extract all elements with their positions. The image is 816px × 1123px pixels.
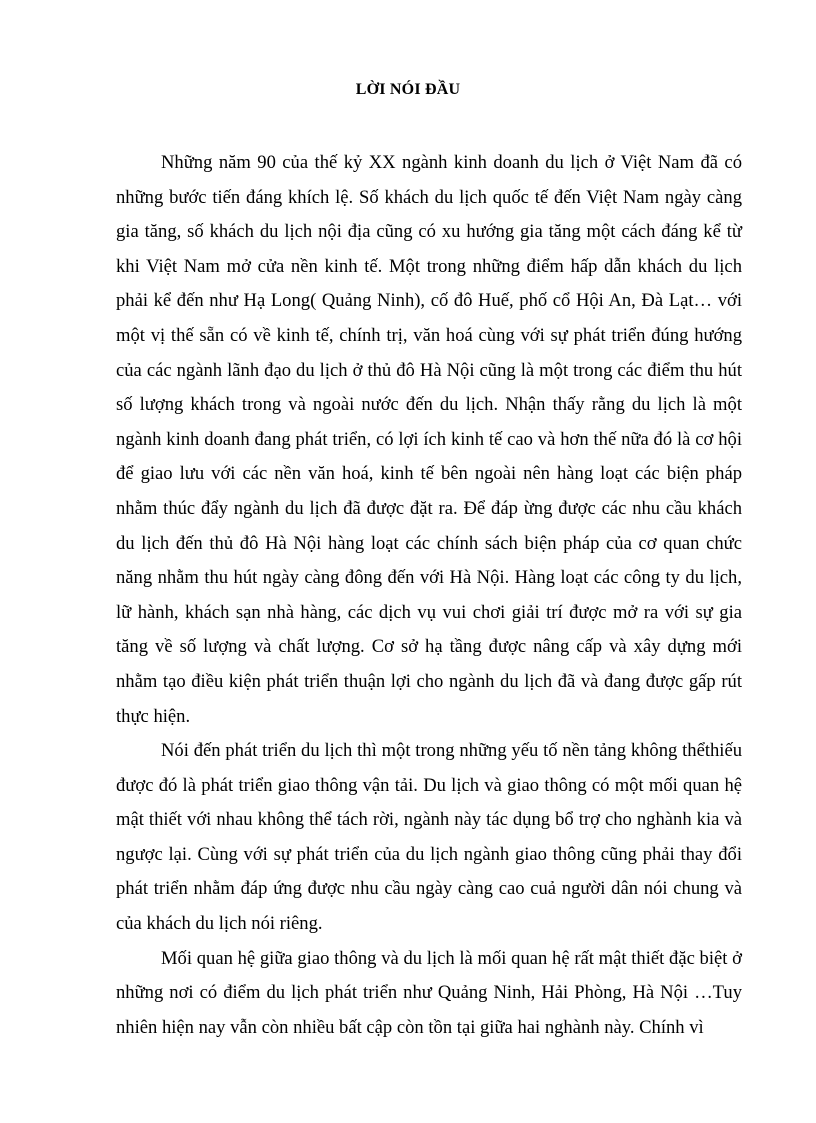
paragraph-2: Nói đến phát triển du lịch thì một trong những yếu tố nền tảng không thểthiếu được đó là phát triển giao thông vận tải. Du lịch và giao thông có một mối quan hệ mật thiết với nhau không thể tách rời, ngành này tác dụng bổ trợ cho nghành kia và ngược lại. Cùng với sự phát triển của du lịch ngành giao thông cũng phải thay đổi phát triển nhằm đáp ứng được nhu cầu ngày càng cao cuả người dân nói chung và của khách du lịch nói riêng. <box>116 740 742 935</box>
page-title: LỜI NÓI ĐẦU <box>355 81 461 98</box>
paragraph-3: Mối quan hệ giữa giao thông và du lịch là mối quan hệ rất mật thiết đặc biệt ở những nơi có điểm du lịch phát triển như Quảng Ninh, Hải Phòng, Hà Nội …Tuy nhiên hiện nay vẫn còn nhiều bất cập còn tồn tại giữa hai nghành này. Chính vì <box>116 947 742 1038</box>
paragraph-1: Những năm 90 của thế kỷ XX ngành kinh doanh du lịch ở Việt Nam đã có những bước tiến đáng khích lệ. Số khách du lịch quốc tế đến Việt Nam ngày càng gia tăng, số khách du lịch nội địa cũng có xu hướng gia tăng một cách đáng kể từ khi Việt Nam mở cửa nền kinh tế. Một trong những điểm hấp dẫn khách du lịch phải kể đến như Hạ Long( Quảng Ninh), cố đô Huế, phố cổ Hội An, Đà Lạt… với một vị thế sẵn có về kinh tế, chính trị, văn hoá cùng với sự phát triển đúng hướng của các ngành lãnh đạo du lịch ở thủ đô Hà Nội cũng là một trong các điểm thu hút số lượng khách trong và ngoài nước đến du lịch. Nhận thấy rằng du lịch là một ngành kinh doanh đang phát triển, có lợi ích kinh tế cao và hơn thế nữa đó là cơ hội để giao lưu với các nền văn hoá, kinh tế bên ngoài nên hàng loạt các biện pháp nhằm thúc đẩy ngành du lịch đã được đặt ra. Để đáp ừng được các nhu cầu khách du lịch đến thủ đô Hà Nội hàng loạt các chính sách biện pháp của cơ quan chức năng nhằm thu hút ngày càng đông đến với Hà Nội. Hàng loạt các công ty du lịch, lữ hành, khách sạn nhà hàng, các dịch vụ vui chơi giải trí được mở ra với sự gia tăng về số lượng và chất lượng. Cơ sở hạ tầng được nâng cấp và xây dựng mới nhằm tạo điều kiện phát triển thuận lợi cho ngành du lịch đã và đang được gấp rút thực hiện. <box>116 152 742 727</box>
document-body <box>116 146 742 1045</box>
